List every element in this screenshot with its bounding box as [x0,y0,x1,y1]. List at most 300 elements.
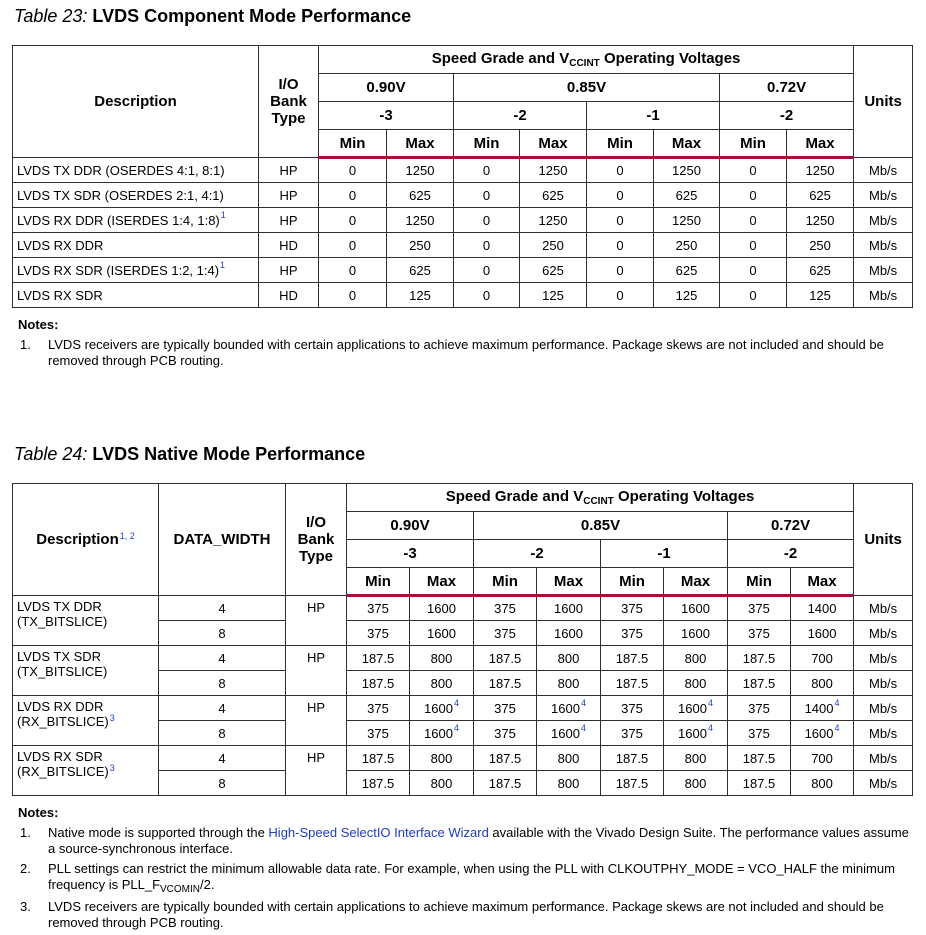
max-cell [537,621,601,646]
max-cell [791,671,854,696]
units-cell: Mb/s [854,208,913,233]
cell-value: 187.5 [361,650,395,666]
cell-value: 187.5 [488,675,522,691]
t24-notes-heading: Notes: [18,805,59,820]
min-cell: 0 [720,208,787,233]
row-description-text: LVDS RX DDR (ISERDES 1:4, 1:8) [17,212,220,228]
t24-note-3: 3. LVDS receivers are typically bounded with certain applications to achieve maximum performance. Package skews are not included and should be removed through PCB routing. [20,899,884,930]
max-cell: 250 [387,233,454,258]
cell-value: 800 [557,750,580,766]
footnote-ref[interactable]: 4 [453,722,459,733]
max-cell [791,771,854,796]
min-cell: 0 [587,208,654,233]
max-cell: 1250 [387,208,454,233]
min-cell: 0 [720,283,787,308]
cell-value: 700 [811,650,833,666]
min-cell [347,746,410,771]
max-cell [537,646,601,671]
min-cell: 0 [454,158,520,183]
io-bank-cell: HP [259,183,319,208]
row-description-text: LVDS RX SDR (ISERDES 1:2, 1:4) [17,262,220,278]
t23-min: Min [587,130,654,158]
cell-value: 800 [557,775,580,791]
t24-voltage-072: 0.72V [728,512,854,540]
cell-value: 700 [811,750,833,766]
units-cell: Mb/s [854,258,913,283]
max-cell [410,771,474,796]
io-bank-cell: HD [259,233,319,258]
max-cell: 1250 [387,158,454,183]
t23-notes [18,317,918,373]
units-cell: Mb/s [854,233,913,258]
max-cell [537,771,601,796]
min-cell [728,646,791,671]
row-description [13,746,159,796]
max-cell [664,646,728,671]
max-cell: 250 [654,233,720,258]
footnote-ref[interactable]: 3 [109,713,115,723]
max-cell: 1250 [787,158,854,183]
io-bank-cell: HP [259,208,319,233]
min-cell [474,596,537,621]
table24-title [14,444,365,465]
max-cell: 625 [520,258,587,283]
max-cell [410,671,474,696]
max-cell: 125 [387,283,454,308]
t24-voltage-085: 0.85V [474,512,728,540]
table23-title [14,6,411,27]
row-description-text: LVDS RX SDR [17,287,103,303]
max-cell: 625 [787,183,854,208]
max-cell [664,746,728,771]
cell-value: 800 [430,750,453,766]
cell-value: 187.5 [742,650,776,666]
min-cell [728,621,791,646]
min-cell: 0 [319,208,387,233]
row-description-text: LVDS RX SDR (RX_BITSLICE) [17,749,109,779]
footnote-ref[interactable]: 3 [109,763,115,773]
cell-value: 187.5 [615,750,649,766]
max-cell [664,721,728,746]
min-cell: 0 [720,158,787,183]
t23-min: Min [454,130,520,158]
table-row [13,746,913,771]
min-cell [601,771,664,796]
row-description [13,258,259,283]
t23-header-speed-grade: Speed Grade and $V_{CCINT}$ Operating Voltages [319,46,854,74]
units-cell: Mb/s [854,158,913,183]
cell-value: 1600 [424,725,453,741]
cell-value: 800 [684,650,707,666]
min-cell [728,671,791,696]
t24-description-footnote[interactable]: 1, 2 [119,531,135,541]
max-cell [410,621,474,646]
cell-value: 800 [557,650,580,666]
max-cell [791,696,854,721]
t24-min: Min [601,568,664,596]
min-cell [347,771,410,796]
row-description [13,283,259,308]
min-cell [601,596,664,621]
cell-value: 1400 [804,700,834,716]
cell-value: 800 [430,675,453,691]
units-cell: Mb/s [854,746,913,771]
min-cell [347,696,410,721]
t24-min: Min [474,568,537,596]
io-bank-cell: HP [259,158,319,183]
min-cell: 0 [319,158,387,183]
io-bank-cell: HP [259,258,319,283]
footnote-ref[interactable]: 1 [220,259,226,270]
units-cell: Mb/s [854,283,913,308]
max-cell [410,721,474,746]
max-cell: 250 [520,233,587,258]
cell-value: 375 [494,725,516,741]
row-description-text: LVDS RX DDR (RX_BITSLICE) [17,699,109,729]
io-bank-cell: HP [286,646,347,696]
max-cell: 625 [520,183,587,208]
cell-value: 375 [494,601,516,616]
table-row [13,696,913,721]
table-row [13,233,913,258]
min-cell: 0 [587,183,654,208]
min-cell [728,696,791,721]
t23-header-description: Description [13,46,259,158]
cell-value: 1600 [427,625,456,641]
max-cell [410,746,474,771]
max-cell: 625 [387,183,454,208]
cell-value: 187.5 [615,675,649,691]
t23-grade: -3 [319,102,454,130]
data-width-cell: 8 [159,671,286,696]
io-bank-cell: HP [286,746,347,796]
selectio-wizard-link[interactable]: High-Speed SelectIO Interface Wizard [268,825,489,840]
max-cell [791,646,854,671]
min-cell: 0 [454,258,520,283]
cell-value: 800 [811,675,833,691]
max-cell: 125 [654,283,720,308]
cell-value: 375 [367,700,389,716]
table-row [13,646,913,671]
units-cell: Mb/s [854,671,913,696]
max-cell: 1250 [654,158,720,183]
max-cell [791,746,854,771]
t23-body [13,158,913,308]
t24-grade: -2 [474,540,601,568]
units-cell: Mb/s [854,771,913,796]
row-description [13,208,259,233]
footnote-ref[interactable]: 4 [580,722,586,733]
min-cell [474,746,537,771]
row-description-text: LVDS TX SDR (TX_BITSLICE) [17,649,108,679]
max-cell [537,671,601,696]
cell-value: 187.5 [488,750,522,766]
data-width-cell: 8 [159,771,286,796]
t23-min: Min [720,130,787,158]
min-cell [728,746,791,771]
cell-value: 800 [430,775,453,791]
table-row [13,158,913,183]
cell-value: 187.5 [615,775,649,791]
units-cell: Mb/s [854,621,913,646]
io-bank-cell: HP [286,596,347,646]
row-description-text: LVDS TX DDR (TX_BITSLICE) [17,599,108,629]
cell-value: 1600 [678,725,707,741]
t24-note-2: 2. PLL settings can restrict the minimum allowable data rate. For example, when using the PLL with CLKOUTPHY_MODE = VCO_HALF the minimum frequency is $PLL\_F_{VCOMIN}/2$. [20,861,895,895]
footnote-ref[interactable]: 1 [220,209,226,220]
cell-value: 375 [494,625,516,641]
table-row [13,596,913,621]
min-cell [601,646,664,671]
t24-max: Max [537,568,601,596]
min-cell: 0 [454,283,520,308]
min-cell [347,621,410,646]
t24-grade: -3 [347,540,474,568]
io-bank-cell: HP [286,696,347,746]
min-cell [474,721,537,746]
min-cell [347,721,410,746]
row-description-text: LVDS TX SDR (OSERDES 2:1, 4:1) [17,187,224,203]
max-cell: 1250 [520,158,587,183]
table23-name: LVDS Component Mode Performance [92,6,412,26]
cell-value: 1600 [807,625,837,641]
min-cell: 0 [454,183,520,208]
t24-min: Min [728,568,791,596]
min-cell: 0 [319,183,387,208]
min-cell: 0 [587,258,654,283]
min-cell [601,671,664,696]
cell-value: 1600 [554,601,583,616]
row-description [13,596,159,646]
max-cell [537,596,601,621]
max-cell [410,696,474,721]
footnote-ref[interactable]: 4 [834,697,840,708]
footnote-ref[interactable]: 4 [453,697,459,708]
t24-max: Max [791,568,854,596]
max-cell [537,721,601,746]
cell-value: 1600 [678,700,707,716]
table23-number: Table 23: [14,6,88,26]
t23-max: Max [387,130,454,158]
cell-value: 375 [621,625,643,641]
t23-notes-heading: Notes: [18,317,59,332]
cell-value: 187.5 [361,750,395,766]
table-row [13,208,913,233]
min-cell: 0 [319,283,387,308]
max-cell [791,721,854,746]
cell-value: 375 [748,700,770,716]
max-cell [791,596,854,621]
min-cell [728,721,791,746]
cell-value: 187.5 [361,675,395,691]
table-row [13,183,913,208]
cell-value: 800 [684,775,707,791]
t24-header-description: Description$^{1, 2}$ [13,484,159,596]
units-cell: Mb/s [854,646,913,671]
row-description [13,696,159,746]
footnote-ref[interactable]: 4 [707,697,713,708]
t24-note-1: 1. Native mode is supported through the High-Speed SelectIO Interface Wizard available with the Vivado Design Suite. The performance values assume a source-synchronous interface. [20,825,909,856]
max-cell: 625 [654,258,720,283]
cell-value: 187.5 [615,650,649,666]
min-cell: 0 [319,233,387,258]
cell-value: 1600 [554,625,583,641]
min-cell: 0 [587,158,654,183]
max-cell [537,696,601,721]
t24-header-units: Units [854,484,913,596]
min-cell: 0 [720,233,787,258]
cell-value: 1600 [551,725,580,741]
cell-value: 375 [748,601,770,616]
units-cell: Mb/s [854,696,913,721]
cell-value: 375 [367,601,389,616]
table24 [12,483,913,796]
cell-value: 1600 [424,700,453,716]
min-cell [728,596,791,621]
data-width-cell: 8 [159,721,286,746]
t24-min: Min [347,568,410,596]
min-cell [474,646,537,671]
max-cell [664,771,728,796]
max-cell: 625 [787,258,854,283]
t24-header-speed-grade: Speed Grade and $V_{CCINT}$ Operating Voltages [347,484,854,512]
t23-grade: -1 [587,102,720,130]
max-cell: 1250 [654,208,720,233]
cell-value: 375 [367,625,389,641]
max-cell [537,746,601,771]
table24-number: Table 24: [14,444,88,464]
min-cell [601,746,664,771]
max-cell: 125 [520,283,587,308]
min-cell [347,596,410,621]
cell-value: 187.5 [742,750,776,766]
cell-value: 375 [621,601,643,616]
t24-body [13,596,913,796]
max-cell: 250 [787,233,854,258]
t24-voltage-090: 0.90V [347,512,474,540]
cell-value: 187.5 [742,675,776,691]
max-cell: 125 [787,283,854,308]
min-cell: 0 [587,283,654,308]
t24-notes [18,805,918,935]
data-width-cell: 4 [159,596,286,621]
min-cell [728,771,791,796]
cell-value: 1600 [427,601,456,616]
cell-value: 1600 [804,725,834,741]
t23-min: Min [319,130,387,158]
row-description [13,233,259,258]
cell-value: 375 [621,700,643,716]
data-width-cell: 4 [159,696,286,721]
t23-voltage-085: 0.85V [454,74,720,102]
t23-header-units: Units [854,46,913,158]
footnote-ref[interactable]: 4 [707,722,713,733]
table23 [12,45,913,308]
cell-value: 375 [748,725,770,741]
cell-value: 1600 [551,700,580,716]
t23-max: Max [787,130,854,158]
data-width-cell: 8 [159,621,286,646]
max-cell [410,596,474,621]
row-description-text: LVDS RX DDR [17,237,104,253]
max-cell: 1250 [520,208,587,233]
max-cell: 1250 [787,208,854,233]
io-bank-cell: HD [259,283,319,308]
min-cell: 0 [587,233,654,258]
t24-header-io-bank: I/O Bank Type [286,484,347,596]
cell-value: 800 [557,675,580,691]
cell-value: 1600 [681,601,710,616]
min-cell [474,671,537,696]
max-cell: 625 [387,258,454,283]
row-description [13,646,159,696]
t23-header-io-bank: I/O Bank Type [259,46,319,158]
min-cell: 0 [454,233,520,258]
min-cell [474,621,537,646]
min-cell [347,646,410,671]
min-cell [474,771,537,796]
cell-value: 187.5 [488,650,522,666]
min-cell: 0 [720,183,787,208]
min-cell [601,621,664,646]
units-cell: Mb/s [854,721,913,746]
cell-value: 187.5 [742,775,776,791]
footnote-ref[interactable]: 4 [834,722,840,733]
min-cell: 0 [319,258,387,283]
t24-header-data-width: DATA_WIDTH [159,484,286,596]
max-cell: 625 [654,183,720,208]
data-width-cell: 4 [159,646,286,671]
cell-value: 1400 [807,601,837,616]
table24-name: LVDS Native Mode Performance [92,444,366,464]
t23-note-1: 1. LVDS receivers are typically bounded with certain applications to achieve maximum performance. Package skews are not included and should be removed through PCB routing. [20,337,884,368]
table-row [13,258,913,283]
table-row [13,283,913,308]
cell-value: 375 [621,725,643,741]
row-description [13,183,259,208]
cell-value: 187.5 [361,775,395,791]
t23-grade: -2 [454,102,587,130]
cell-value: 800 [811,775,833,791]
units-cell: Mb/s [854,596,913,621]
cell-value: 375 [367,725,389,741]
min-cell: 0 [454,208,520,233]
cell-value: 800 [684,675,707,691]
t24-grade: -1 [601,540,728,568]
min-cell [347,671,410,696]
cell-value: 375 [748,625,770,641]
data-width-cell: 4 [159,746,286,771]
max-cell [791,621,854,646]
min-cell: 0 [720,258,787,283]
t23-max: Max [520,130,587,158]
cell-value: 800 [684,750,707,766]
row-description [13,158,259,183]
min-cell [601,721,664,746]
t24-grade: -2 [728,540,854,568]
t24-max: Max [410,568,474,596]
footnote-ref[interactable]: 4 [580,697,586,708]
max-cell [410,646,474,671]
cell-value: 800 [430,650,453,666]
cell-value: 375 [494,700,516,716]
t23-voltage-090: 0.90V [319,74,454,102]
t24-max: Max [664,568,728,596]
cell-value: 1600 [681,625,710,641]
units-cell: Mb/s [854,183,913,208]
max-cell [664,621,728,646]
t23-grade: -2 [720,102,854,130]
